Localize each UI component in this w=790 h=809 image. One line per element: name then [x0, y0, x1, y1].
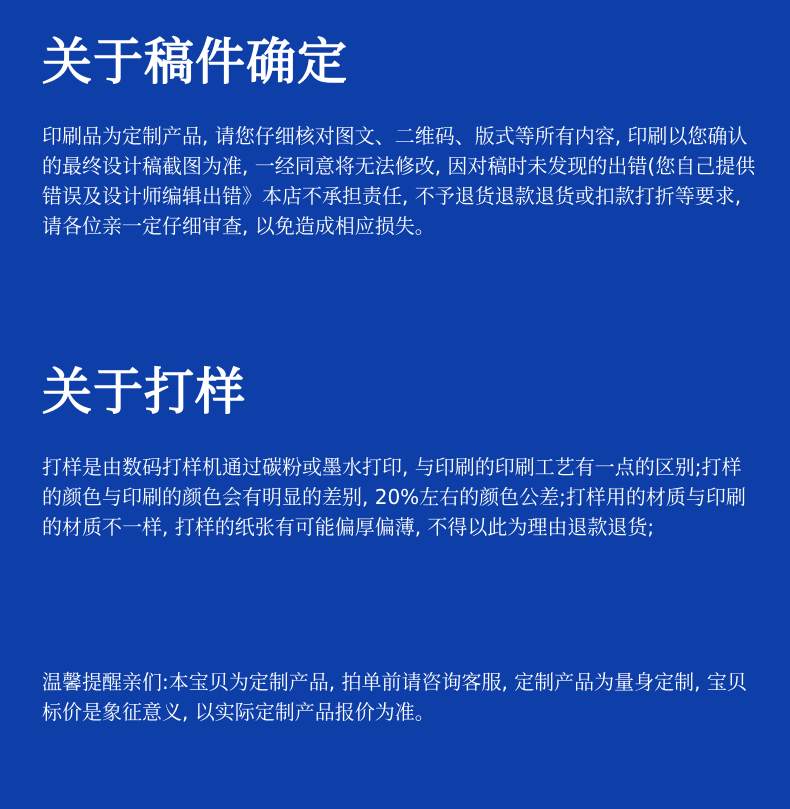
manuscript-confirmation-text: 印刷品为定制产品, 请您仔细核对图文、二维码、版式等所有内容, 印刷以您确认的最终设计稿截图为准, 一经同意将无法修改, 因对稿时未发现的出错(您自己提供错误及设计师编辑出错》本店不承担责任, 不予退货退款退货或扣款打折等要求, 请各位亲一定仔细审查, 以免造成相应损失。 — [42, 124, 756, 238]
reminder-text: 温馨提醒亲们:本宝贝为定制产品, 拍单前请咨询客服, 定制产品为量身定制, 宝贝标价是象征意义, 以实际定制产品报价为准。 — [42, 670, 747, 724]
proof-printing-text: 打样是由数码打样机通过碳粉或墨水打印, 与印刷的印刷工艺有一点的区别;打样的颜色与印刷的颜色会有明显的差别, 20%左右的颜色公差;打样用的材质与印刷的材质不一样, 打样的纸张有可能偏厚偏薄, 不得以此为理由退款退货; — [42, 455, 746, 539]
manuscript-confirmation-heading: 关于稿件确定 — [42, 33, 348, 91]
proof-printing-heading: 关于打样 — [42, 363, 246, 421]
